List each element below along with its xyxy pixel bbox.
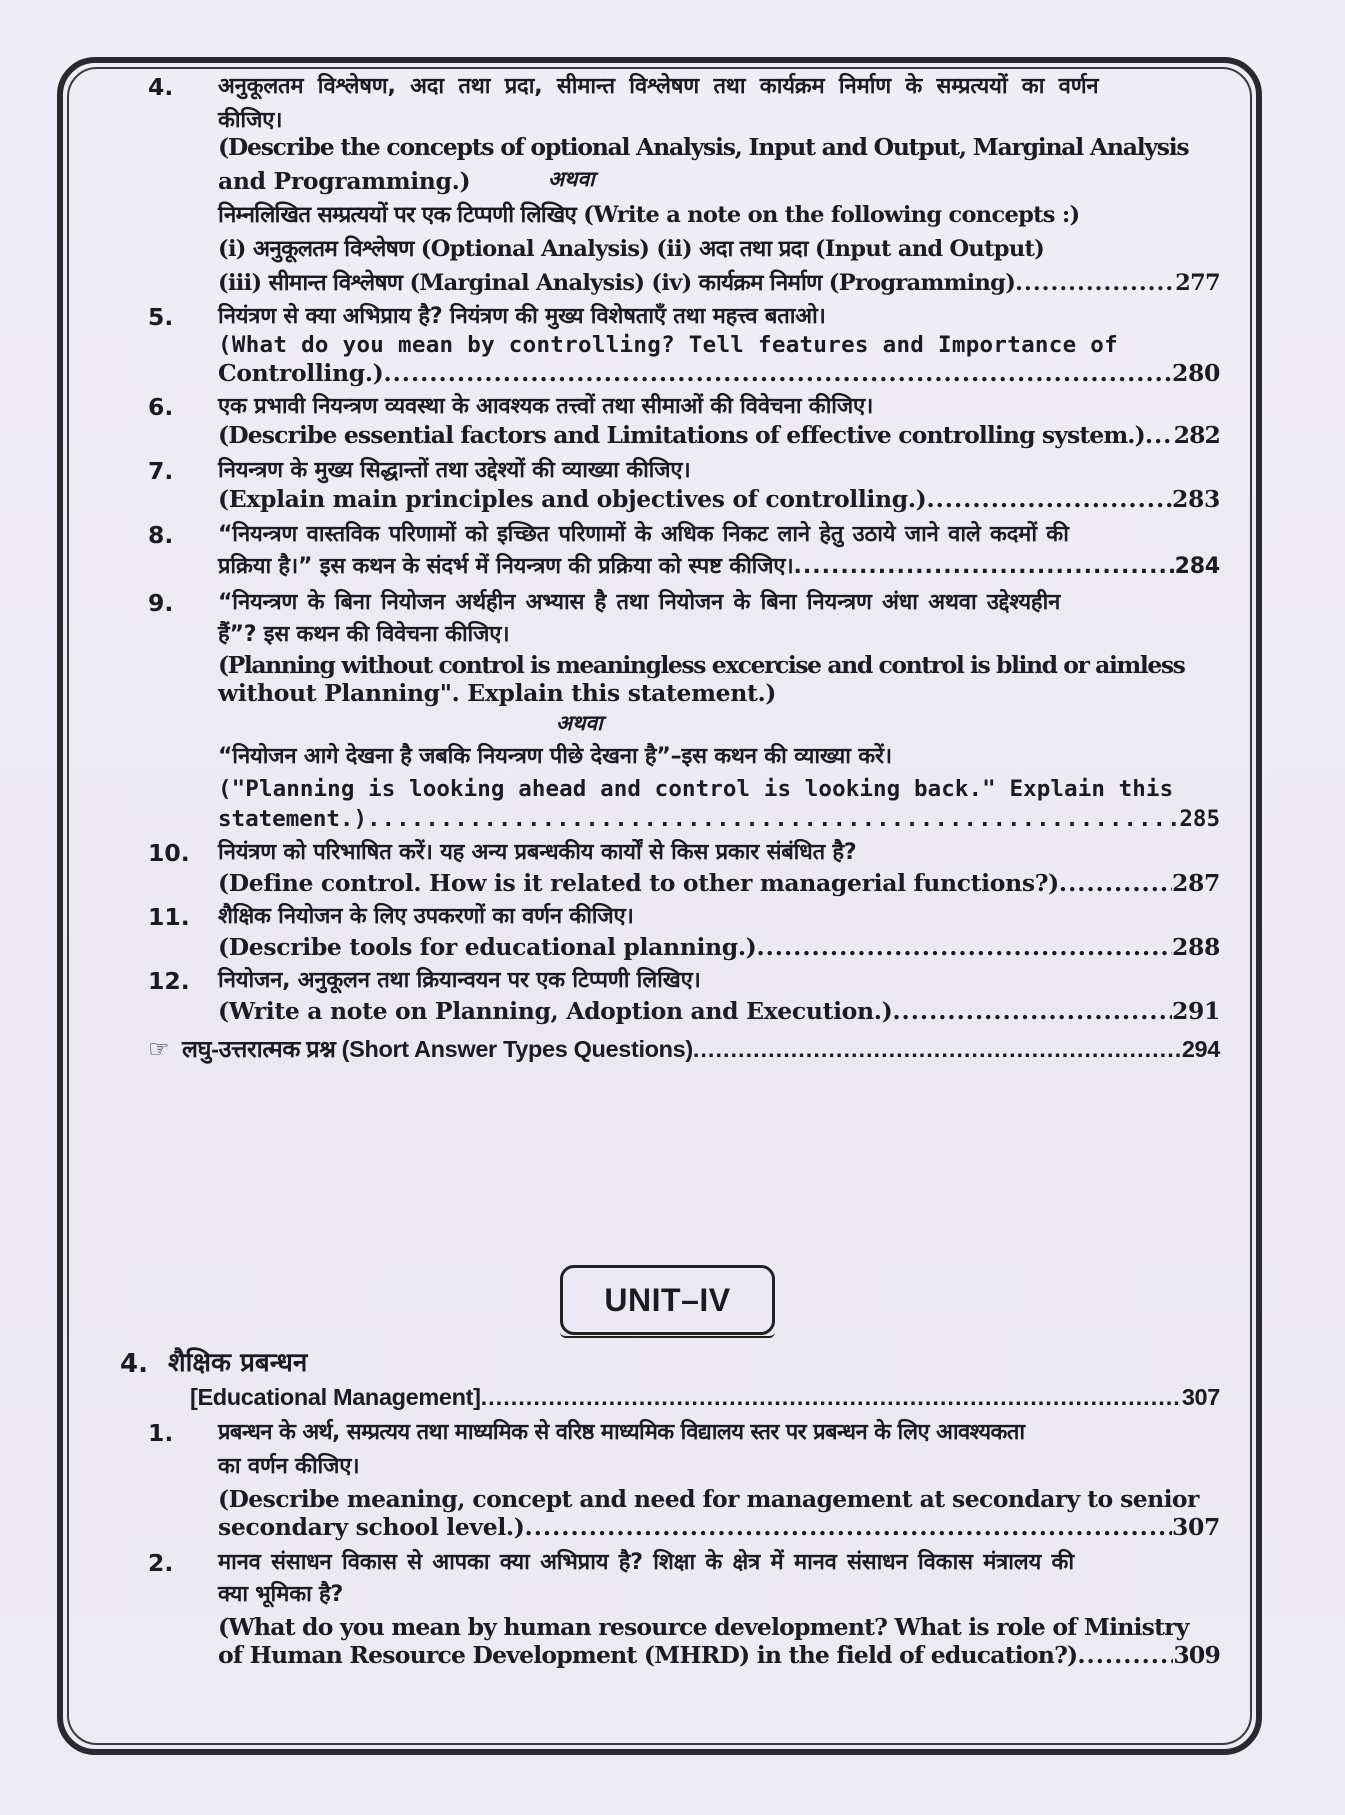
question-number: 12. (148, 967, 190, 995)
leader-dots (525, 1512, 1172, 1542)
alt-question-english: statement.) (218, 806, 368, 832)
page-number: 309 (1173, 1641, 1220, 1669)
question-english: secondary school level.) (218, 1513, 525, 1541)
page-number: 284 (1174, 554, 1220, 579)
short-answers-label: लघु-उत्तरात्मक प्रश्न (Short Answer Types Questions) (182, 1036, 693, 1062)
question-number: 10. (148, 839, 190, 867)
question-hindi: “नियन्त्रण वास्तविक परिणामों को इच्छित परिणामों के अधिक निकट लाने हेतु उठाये जाने वाले कदमों की (218, 522, 1069, 547)
page-number: 294 (1181, 1036, 1220, 1062)
page-number: 287 (1171, 869, 1220, 897)
question-hindi: प्रबन्धन के अर्थ, सम्प्रत्यय तथा माध्यमिक से वरिष्ठ माध्यमिक विद्यालय स्तर पर प्रबन्धन के लिए आवश्यकता (218, 1420, 1025, 1445)
question-english: (Write a note on Planning, Adoption and Execution.) (218, 997, 893, 1025)
chapter-title-english: [Educational Management] (190, 1384, 481, 1410)
leader-dots (1077, 1640, 1173, 1670)
toc-leader-line[interactable] (218, 868, 1220, 898)
toc-leader-line[interactable] (218, 420, 1220, 450)
question-english: Controlling.) (218, 359, 384, 387)
alt-question-english: ("Planning is looking ahead and control is looking back." Explain this (218, 776, 1174, 802)
leader-dots (1059, 868, 1172, 898)
alt-question-hindi: “नियोजन आगे देखना है जबकि नियन्त्रण पीछे देखना है”–इस कथन की व्याख्या करें। (218, 744, 892, 769)
leader-dots (1015, 268, 1175, 298)
question-hindi: शैक्षिक नियोजन के लिए उपकरणों का वर्णन कीजिए। (218, 904, 634, 929)
leader-dots (367, 804, 1179, 834)
or-label: अथवा (556, 711, 603, 735)
question-number: 6. (148, 393, 174, 421)
question-number: 7. (148, 457, 174, 485)
chapter-number: 4. (120, 1349, 148, 1379)
leader-dots (926, 484, 1172, 514)
question-hindi: नियंत्रण से क्या अभिप्राय है? नियंत्रण की मुख्य विशेषताएँ तथा महत्त्व बताओ। (218, 304, 826, 329)
page-number: 277 (1175, 270, 1220, 296)
question-number: 5. (148, 303, 174, 331)
page-number: 282 (1173, 421, 1220, 449)
toc-leader-line (190, 1382, 1220, 1412)
question-english: (Describe the concepts of optional Analysis, Input and Output, Marginal Analysis (218, 133, 1189, 161)
question-english: (Describe essential factors and Limitations of effective controlling system.) (218, 421, 1145, 449)
leader-dots (756, 932, 1172, 962)
question-hindi: क्या भूमिका है? (218, 1582, 344, 1607)
leader-dots (383, 358, 1172, 388)
unit-label: UNIT–IV (604, 1281, 731, 1318)
question-hindi: प्रक्रिया है।” इस कथन के संदर्भ में नियन्त्रण की प्रक्रिया को स्पष्ट कीजिए। (218, 554, 794, 579)
toc-leader-line[interactable] (218, 268, 1220, 298)
alt-question-line: (iii) सीमान्त विश्लेषण (Marginal Analysis) (iv) कार्यक्रम निर्माण (Programming) (218, 270, 1016, 296)
question-number: 4. (148, 73, 174, 101)
leader-dots (892, 996, 1172, 1026)
leader-dots (693, 1034, 1182, 1064)
question-english: (Describe tools for educational planning.) (218, 933, 757, 961)
question-hindi: एक प्रभावी नियन्त्रण व्यवस्था के आवश्यक तत्त्वों तथा सीमाओं की विवेचना कीजिए। (218, 394, 874, 419)
alt-question-intro: निम्नलिखित सम्प्रत्ययों पर एक टिप्पणी लिखिए (Write a note on the following concepts :) (218, 202, 1080, 228)
toc-leader-line[interactable] (218, 804, 1220, 834)
toc-entry-short-answers[interactable] (148, 1034, 1220, 1065)
page-number: 288 (1171, 933, 1220, 961)
question-number: 9. (148, 589, 174, 617)
question-hindi: मानव संसाधन विकास से आपका क्या अभिप्राय है? शिक्षा के क्षेत्र में मानव संसाधन विकास मंत्रालय की (218, 1550, 1074, 1575)
question-hindi: “नियन्त्रण के बिना नियोजन अर्थहीन अभ्यास है तथा नियोजन के बिना नियन्त्रण अंधा अथवा उद्देश्यहीन (218, 590, 1061, 615)
pointing-hand-icon: ☞ (148, 1036, 170, 1063)
toc-leader-line[interactable] (218, 932, 1220, 962)
chapter-title-hindi: शैक्षिक प्रबन्धन (168, 1348, 308, 1378)
question-english: (Explain main principles and objectives of controlling.) (218, 485, 927, 513)
page-number: 283 (1171, 485, 1220, 513)
question-hindi: नियंत्रण को परिभाषित करें। यह अन्य प्रबन्धकीय कार्यों से किस प्रकार संबंधित है? (218, 840, 857, 865)
question-english: and Programming.) (218, 167, 471, 195)
page-number: 291 (1171, 997, 1220, 1025)
toc-leader-line[interactable] (218, 358, 1220, 388)
question-hindi: का वर्णन कीजिए। (218, 1454, 360, 1479)
unit-heading-box (560, 1265, 775, 1335)
leader-dots (1145, 420, 1174, 450)
page-number: 307 (1171, 1513, 1220, 1541)
question-english: (Planning without control is meaningless excercise and control is blind or aimless (218, 651, 1185, 679)
leader-dots (794, 552, 1175, 582)
question-english: (Describe meaning, concept and need for management at secondary to senior (218, 1485, 1199, 1513)
page-number: 285 (1179, 806, 1220, 832)
toc-leader-line[interactable] (218, 996, 1220, 1026)
question-number: 8. (148, 521, 174, 549)
question-english: (What do you mean by controlling? Tell features and Importance of (218, 332, 1118, 358)
question-hindi: हैं”? इस कथन की विवेचना कीजिए। (218, 622, 510, 647)
page-number: 307 (1181, 1384, 1220, 1410)
question-hindi: नियोजन, अनुकूलन तथा क्रियान्वयन पर एक टिप्पणी लिखिए। (218, 968, 701, 993)
toc-leader-line[interactable] (218, 552, 1220, 582)
leader-dots (481, 1382, 1182, 1412)
question-hindi: नियन्त्रण के मुख्य सिद्धान्तों तथा उद्देश्यों की व्याख्या कीजिए। (218, 458, 691, 483)
short-answers-heading (148, 1034, 693, 1065)
alt-question-line: (i) अनुकूलतम विश्लेषण (Optional Analysis) (ii) अदा तथा प्रदा (Input and Output) (218, 236, 1045, 262)
question-number: 1. (148, 1419, 174, 1447)
question-hindi: अनुकूलतम विश्लेषण, अदा तथा प्रदा, सीमान्त विश्लेषण तथा कार्यक्रम निर्माण के सम्प्रत्ययों का वर्णन (218, 74, 1099, 99)
question-number: 2. (148, 1549, 174, 1577)
page-number: 280 (1171, 359, 1220, 387)
question-english: (Define control. How is it related to other managerial functions?) (218, 869, 1059, 897)
question-number: 11. (148, 903, 190, 931)
or-label: अथवा (548, 167, 595, 191)
question-hindi: कीजिए। (218, 108, 283, 133)
toc-leader-line[interactable] (218, 484, 1220, 514)
toc-leader-line[interactable] (218, 1512, 1220, 1542)
toc-leader-line[interactable] (218, 1640, 1220, 1670)
question-english: without Planning". Explain this statement.) (218, 679, 777, 707)
question-english: of Human Resource Development (MHRD) in the field of education?) (218, 1641, 1078, 1669)
question-english: (What do you mean by human resource development? What is role of Ministry (218, 1613, 1189, 1641)
